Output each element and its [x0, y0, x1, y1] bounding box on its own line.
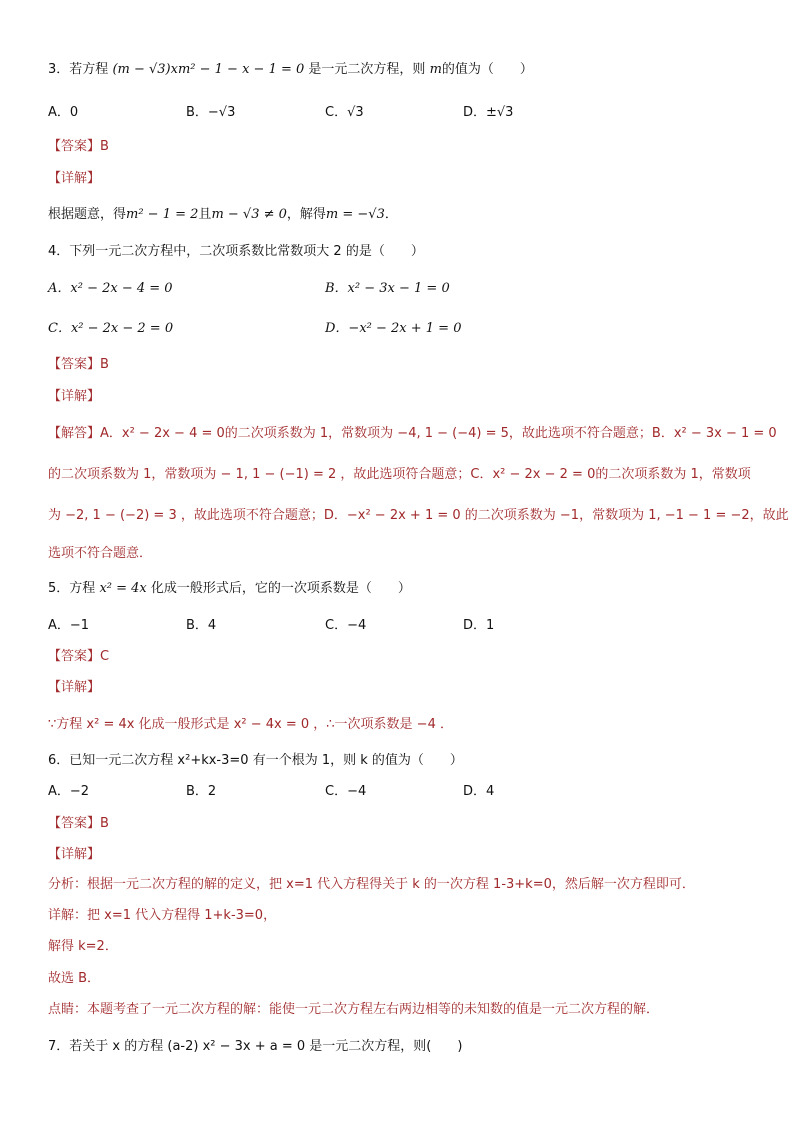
q4-solution-line-4: 选项不符合题意． — [48, 546, 153, 561]
q4-detail-label: 【详解】 — [48, 389, 101, 404]
q3-text-b: 是一元二次方程，则 — [308, 62, 426, 77]
q3-answer: 【答案】B — [48, 139, 109, 154]
q7-stem — [48, 1038, 754, 1056]
q7-number: 7． — [48, 1039, 70, 1054]
q3-option-b: B．−√3 — [186, 105, 236, 120]
q3-solution-text-b: 且 — [198, 207, 212, 222]
q4-solution-line-2: 的二次项系数为 1，常数项为 − 1, 1 − (−1) = 2 ，故此选项符合题意；C．x² − 2x − 2 = 0的二次项系数为 1，常数项 — [48, 467, 751, 482]
q4-option-d: D．−x² − 2x + 1 = 0 — [325, 321, 462, 336]
q3-detail-label: 【详解】 — [48, 171, 101, 186]
q5-text-a: 方程 — [69, 581, 96, 596]
q5-equation: x² = 4x — [99, 581, 147, 596]
q5-solution: ∵方程 x² = 4x 化成一般形式是 x² − 4x = 0 ，∴一次项系数是 −4 ． — [48, 717, 453, 732]
q4-text: 下列一元二次方程中，二次项系数比常数项大 2 的是（ ） — [69, 244, 424, 259]
q5-number: 5． — [48, 581, 70, 596]
q6-detail-label: 【详解】 — [48, 847, 101, 862]
q3-solution-text-d: ． — [384, 207, 398, 222]
q5-text-b: 化成一般形式后，它的一次项系数是（ ） — [150, 581, 411, 596]
q6-number: 6． — [48, 753, 70, 768]
q6-option-d: D．4 — [463, 784, 495, 799]
q3-stem — [48, 61, 754, 79]
q3-solution-eq1: m² − 1 = 2 — [126, 207, 199, 222]
q3-solution — [48, 206, 754, 224]
q7-text: 若关于 x 的方程 (a-2) x² − 3x + a = 0 是一元二次方程，则( ) — [69, 1039, 463, 1054]
q6-comment: 点睛：本题考查了一元二次方程的解：能使一元二次方程左右两边相等的未知数的值是一元二次方程的解． — [48, 1002, 660, 1017]
q3-solution-eq3: m = −√3 — [325, 207, 385, 222]
q3-solution-text-a: 根据题意，得 — [48, 207, 127, 222]
q4-option-a: A．x² − 2x − 4 = 0 — [48, 281, 173, 296]
q4-stem — [48, 243, 754, 261]
q3-equation: (m − √3)xm² − 1 − x − 1 = 0 — [112, 62, 305, 77]
q3-option-c: C．√3 — [325, 105, 364, 120]
q4-solution-line-1: 【解答】A．x² − 2x − 4 = 0的二次项系数为 1，常数项为 −4, 1 − (−4) = 5，故此选项不符合题意；B．x² − 3x − 1 = 0 — [48, 426, 777, 441]
q3-solution-text-c: ，解得 — [286, 207, 326, 222]
q4-number: 4． — [48, 244, 70, 259]
q5-option-c: C．−4 — [325, 618, 367, 633]
q3-text-a: 若方程 — [69, 62, 109, 77]
q6-detail-3: 故选 B． — [48, 971, 101, 986]
q3-solution-eq2: m − √3 ≠ 0 — [211, 207, 287, 222]
q6-option-c: C．−4 — [325, 784, 367, 799]
q4-answer: 【答案】B — [48, 357, 109, 372]
q3-number: 3． — [48, 62, 70, 77]
q6-stem — [48, 752, 754, 770]
q4-option-b: B．x² − 3x − 1 = 0 — [325, 281, 450, 296]
q6-option-a: A．−2 — [48, 784, 90, 799]
q6-detail-1: 详解：把 x=1 代入方程得 1+k-3=0， — [48, 908, 277, 923]
q5-option-d: D．1 — [463, 618, 495, 633]
q6-answer: 【答案】B — [48, 816, 109, 831]
q3-option-d: D．±√3 — [463, 105, 514, 120]
q6-option-b: B．2 — [186, 784, 217, 799]
q5-option-a: A．−1 — [48, 618, 90, 633]
q3-variable: m — [429, 62, 442, 77]
q3-text-c: 的值为（ ） — [441, 62, 533, 77]
q5-detail-label: 【详解】 — [48, 680, 101, 695]
q4-solution-line-3: 为 −2, 1 − (−2) = 3 ，故此选项不符合题意；D．−x² − 2x + 1 = 0 的二次项系数为 −1，常数项为 1, −1 − 1 = −2，故此 — [48, 508, 789, 523]
q5-answer: 【答案】C — [48, 649, 110, 664]
q5-option-b: B．4 — [186, 618, 217, 633]
q6-text: 已知一元二次方程 x²+kx-3=0 有一个根为 1，则 k 的值为（ ） — [69, 753, 463, 768]
q6-analysis: 分析：根据一元二次方程的解的定义，把 x=1 代入方程得关于 k 的一次方程 1-3+k=0，然后解一次方程即可． — [48, 877, 695, 892]
q6-detail-2: 解得 k=2． — [48, 939, 118, 954]
q5-stem — [48, 580, 754, 598]
q4-option-c: C．x² − 2x − 2 = 0 — [48, 321, 174, 336]
q3-option-a: A．0 — [48, 105, 79, 120]
